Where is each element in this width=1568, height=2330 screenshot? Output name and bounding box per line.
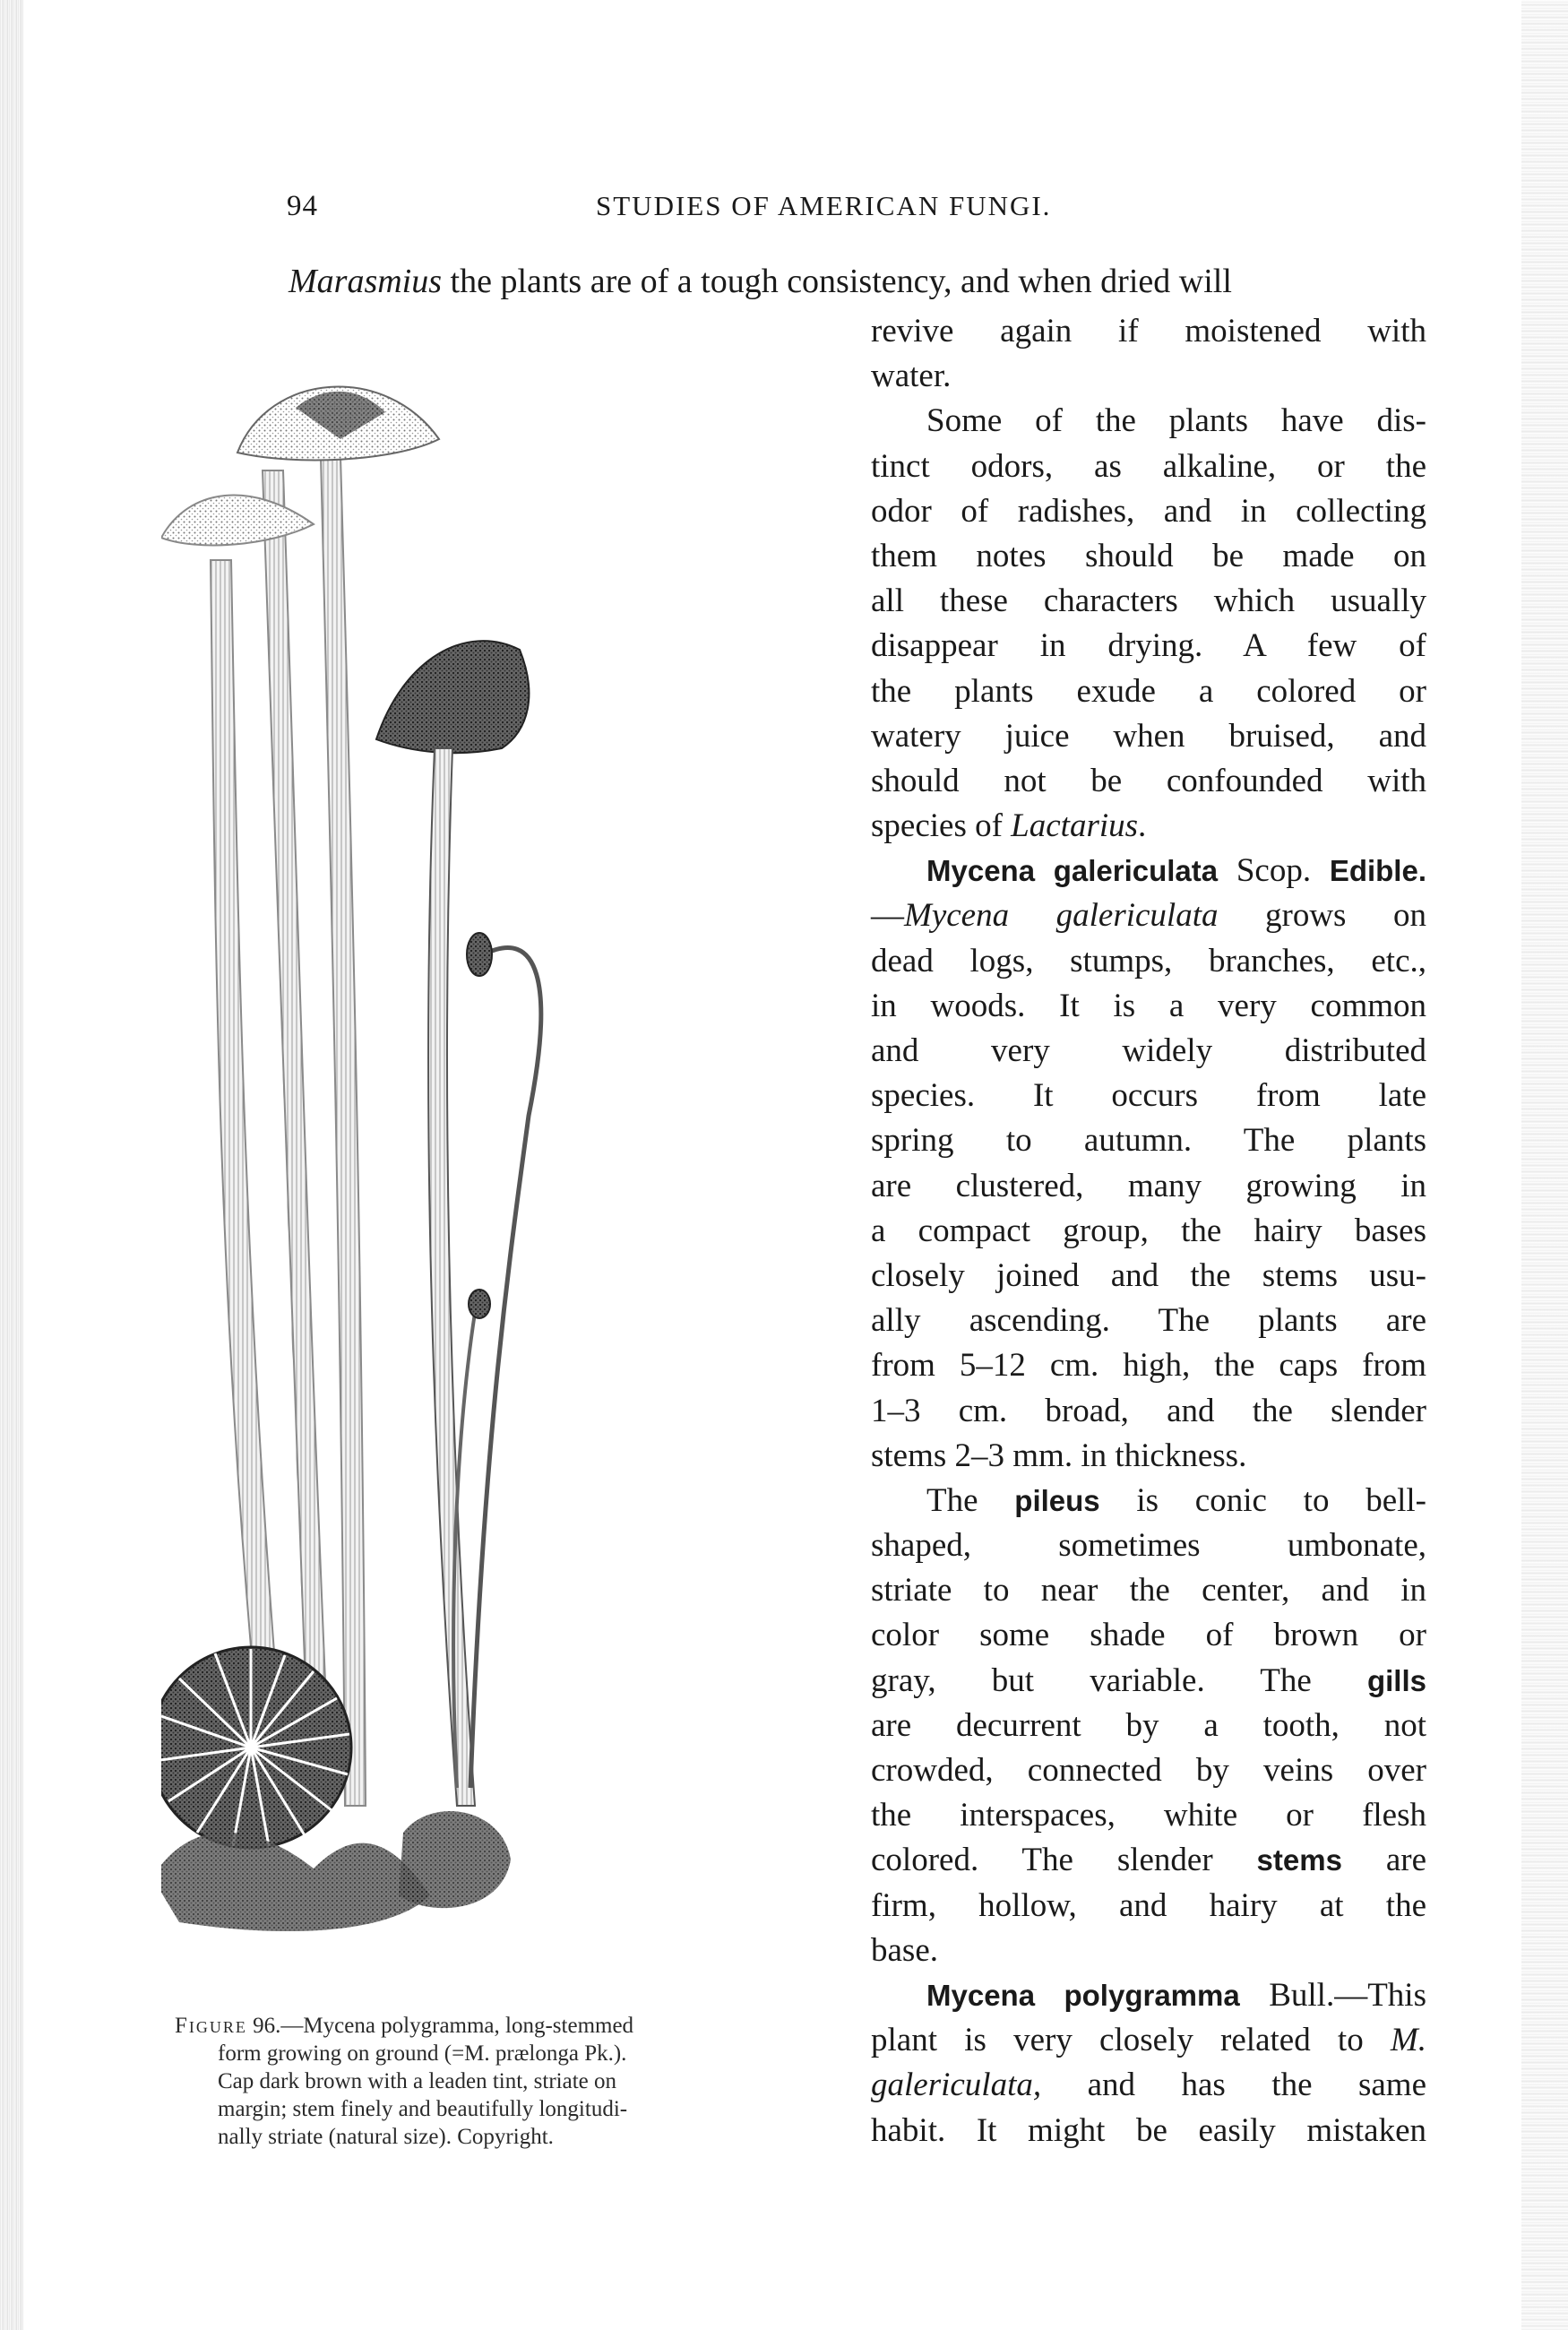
caption-line-4: margin; stem finely and beautifully longitudi- xyxy=(218,2097,628,2121)
opening-line-text: the plants are of a tough consistency, and when dried will xyxy=(450,263,1232,300)
caption-line-2: form growing on ground (=M. prælonga Pk.). xyxy=(218,2041,627,2066)
species-heading-polygramma xyxy=(871,1973,1426,2018)
text-fragment: . xyxy=(1138,807,1147,845)
text-line: should not be confounded with xyxy=(871,762,1426,799)
caption-line-5: nally striate (natural size). Copyright. xyxy=(218,2125,554,2149)
cap-dark-conic xyxy=(376,641,529,753)
text-fragment: species of xyxy=(871,807,1012,845)
text-line: firm, hollow, and hairy at the xyxy=(871,1886,1426,1924)
paragraph-mycena-galericulata xyxy=(871,849,1426,1479)
caption-line-3: Cap dark brown with a leaden tint, striate on xyxy=(218,2069,617,2093)
text-line xyxy=(871,804,1426,849)
text-line xyxy=(871,2063,1426,2108)
text-line: base. xyxy=(871,1931,938,1969)
species-heading-galericulata xyxy=(871,849,1426,893)
text-line: revive again if moistened with xyxy=(871,313,1426,350)
text-line: are decurrent by a tooth, not xyxy=(871,1706,1426,1744)
species-author: Scop. xyxy=(1218,852,1330,890)
ground-debris-left xyxy=(161,1833,430,1931)
mushroom-engraving xyxy=(161,354,860,1967)
cap-second xyxy=(161,496,314,546)
paragraph-pileus xyxy=(871,1479,1426,1973)
page-title: STUDIES OF AMERICAN FUNGI. xyxy=(596,190,1052,221)
edible-label: Edible. xyxy=(1329,854,1426,888)
running-head xyxy=(287,190,1469,226)
text-line: the interspaces, white or flesh xyxy=(871,1797,1426,1834)
term-pileus: pileus xyxy=(1014,1483,1100,1517)
text-line: dead logs, stumps, branches, etc., xyxy=(871,942,1426,979)
text-line: closely joined and the stems usu- xyxy=(871,1256,1426,1294)
paragraph-mycena-polygramma xyxy=(871,1973,1426,2153)
page-edge-right xyxy=(1521,0,1568,2330)
text-fragment: is conic to bell- xyxy=(1099,1481,1427,1519)
stem-left xyxy=(211,560,278,1698)
cap-tiny xyxy=(469,1290,490,1318)
caption-label: Figure xyxy=(175,2014,247,2038)
text-line: from 5–12 cm. high, the caps from xyxy=(871,1347,1426,1385)
text-line: watery juice when bruised, and xyxy=(871,717,1426,755)
text-fragment: grows on xyxy=(1218,897,1426,935)
text-line xyxy=(871,1479,1426,1523)
caption-line-1: 96.—Mycena polygramma, long-stemmed xyxy=(246,2014,634,2038)
text-fragment: The xyxy=(926,1481,1015,1519)
ground-debris-right xyxy=(399,1811,511,1908)
text-line xyxy=(871,1659,1426,1704)
text-line: all these characters which usually xyxy=(871,582,1426,620)
species-name: Mycena polygramma xyxy=(926,1978,1240,2012)
text-line: in woods. It is a very common xyxy=(871,987,1426,1024)
text-fragment: — xyxy=(871,897,904,935)
text-line: habit. It might be easily mistaken xyxy=(871,2111,1426,2149)
binding-edge-left xyxy=(0,0,23,2330)
species-italic: Mycena galericulata xyxy=(904,897,1219,935)
text-fragment: and has the same xyxy=(1041,2067,1426,2104)
stem-small-bent xyxy=(470,948,541,1789)
text-fragment: colored. The slender xyxy=(871,1842,1257,1879)
text-line: are clustered, many growing in xyxy=(871,1167,1426,1204)
text-line xyxy=(871,893,1426,938)
text-line: disappear in drying. A few of xyxy=(871,627,1426,665)
genus-lactarius: Lactarius xyxy=(1011,807,1139,845)
species-author: Bull.—This xyxy=(1239,1976,1426,2014)
text-line: striate to near the center, and in xyxy=(871,1572,1426,1609)
text-line: them notes should be made on xyxy=(871,537,1426,574)
text-line: color some shade of brown or xyxy=(871,1617,1426,1654)
text-fragment: are xyxy=(1341,1842,1426,1879)
text-line: tinct odors, as alkaline, or the xyxy=(871,447,1426,485)
text-line: stems 2–3 mm. in thickness. xyxy=(871,1437,1247,1474)
term-gills: gills xyxy=(1366,1663,1426,1697)
text-line xyxy=(871,2018,1426,2063)
cap-small-bud xyxy=(467,933,492,976)
text-line: spring to autumn. The plants xyxy=(871,1122,1426,1160)
text-line: ally ascending. The plants are xyxy=(871,1302,1426,1340)
text-column xyxy=(871,309,1426,2153)
term-stems: stems xyxy=(1256,1843,1342,1877)
text-line: 1–3 cm. broad, and the slender xyxy=(871,1392,1426,1429)
species-name: Mycena galericulata xyxy=(926,854,1219,888)
page-number: 94 xyxy=(287,190,318,222)
text-line: a compact group, the hairy bases xyxy=(871,1212,1426,1249)
figure-96-mushroom-illustration xyxy=(161,354,860,1967)
text-line: water. xyxy=(871,358,952,395)
text-line: and very widely distributed xyxy=(871,1032,1426,1069)
text-line xyxy=(871,1838,1426,1883)
text-line: crowded, connected by veins over xyxy=(871,1752,1426,1789)
text-line: the plants exude a colored or xyxy=(871,672,1426,710)
opening-line xyxy=(289,262,1409,301)
paragraph-revive xyxy=(871,309,1426,399)
text-line: Some of the plants have dis- xyxy=(926,402,1426,440)
species-italic: galericulata, xyxy=(871,2067,1042,2104)
stem-middle xyxy=(263,470,330,1788)
text-fragment: plant is very closely related to xyxy=(871,2022,1391,2059)
figure-caption xyxy=(175,2012,856,2151)
text-line: odor of radishes, and in collecting xyxy=(871,492,1426,530)
genus-marasmius: Marasmius xyxy=(289,263,443,300)
text-fragment: gray, but variable. The xyxy=(871,1661,1367,1699)
paragraph-odors xyxy=(871,399,1426,849)
stem-right xyxy=(321,457,366,1806)
text-line: shaped, sometimes umbonate, xyxy=(871,1527,1426,1565)
species-italic: M. xyxy=(1390,2022,1426,2059)
text-line: species. It occurs from late xyxy=(871,1077,1426,1115)
